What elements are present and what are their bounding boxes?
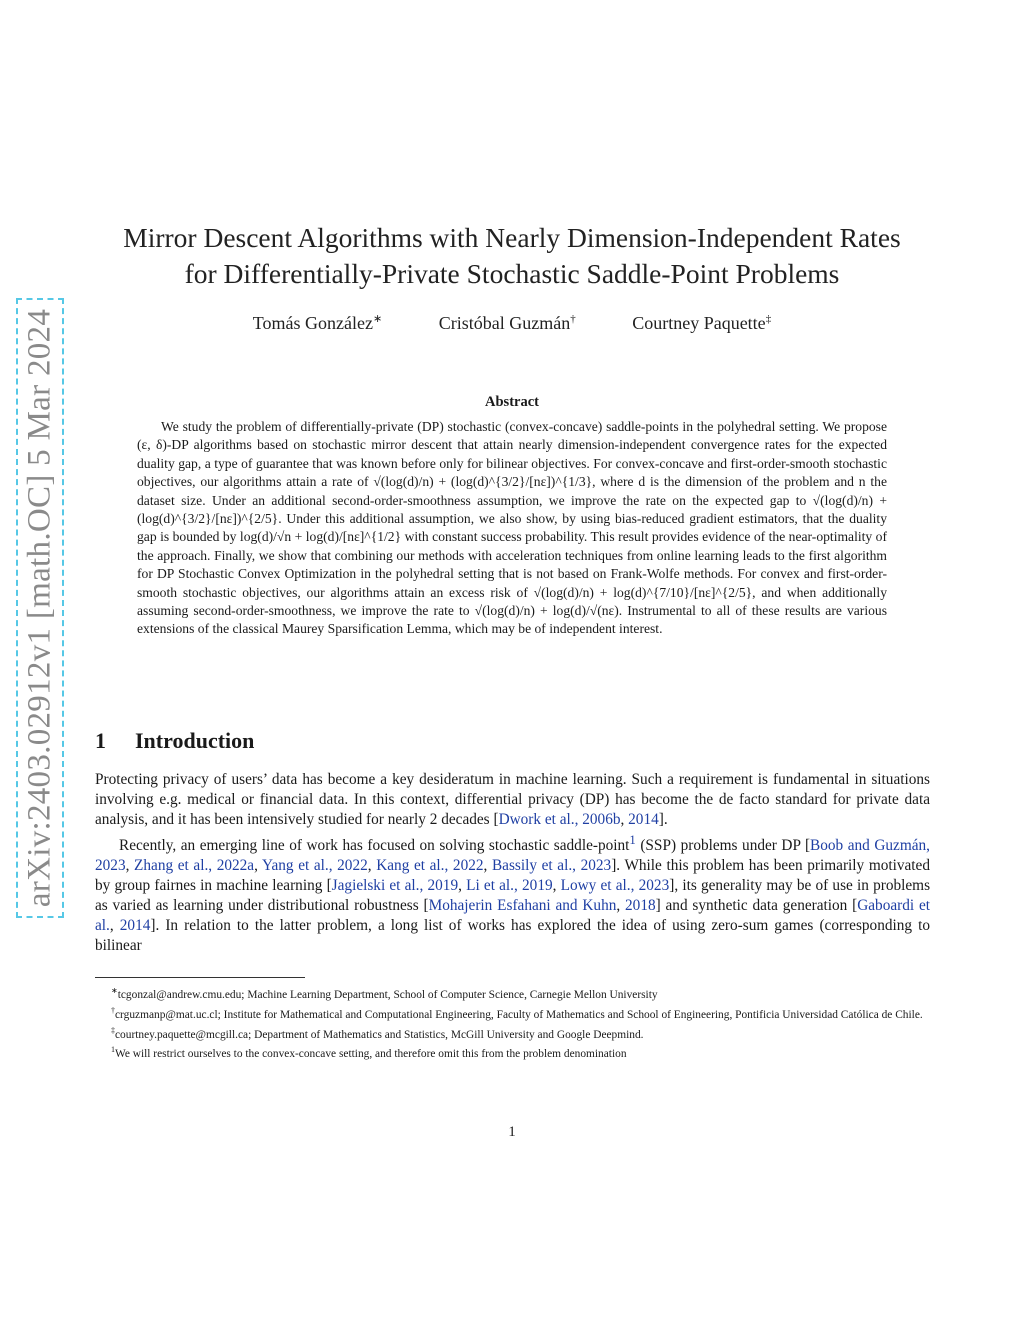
citation-link[interactable]: Gaboardi et al. [95,897,930,935]
citation-link[interactable]: Lowy et al., 2023 [560,877,670,895]
footnote-divider [95,977,305,978]
citation-link[interactable]: Li et al., 2019 [466,877,553,895]
author-list [90,312,934,334]
citation-link[interactable]: 2014 [628,811,659,828]
arxiv-id-text: arXiv:2403.02912v1 [math.OC] 5 Mar 2024 [21,308,58,908]
abstract-body: We study the problem of differentially-private (DP) stochastic (convex-concave) saddle-points in the polyhedral setting. We propose (ε, δ)-DP algorithms based on stochastic mirror descent that attain nearly dimension-independent convergence rates for the expected duality gap, a type of guarantee that was known before only for bilinear objectives. For convex-concave and first-order-smooth stochastic objectives, our algorithms attain a rate of √(log(d)/n) + (log(d)^{3/2}/[nε])^{1/3}, where d is the dimension of the problem and n the dataset size. Under an additional second-order-smoothness assumption, we improve the rate on the expected gap to √(log(d)/n) + (log(d)^{3/2}/[nε])^{2/5}. Under this additional assumption, we also show, by using bias-reduced gradient estimators, that the duality gap is bounded by log(d)/√n + log(d)/[nε]^{1/2} with constant success probability. This result provides evidence of the near-optimality of the approach. Finally, we show that combining our methods with acceleration techniques from online learning leads to the first algorithm for DP Stochastic Convex Optimization in the polyhedral setting that is not based on Frank-Wolfe methods. For convex and first-order-smooth stochastic objectives, our algorithms attain an excess risk of √(log(d)/n) + log(d)^{7/10}/[nε]^{2/5}, and when additionally assuming second-order-smoothness, we improve the rate to √(log(d)/n) + log(d)/√(nε). Instrumental to all of these results are various extensions of the classical Maurey Sparsification Lemma, which may be of independent interest. [137,419,887,637]
section-heading [95,728,254,754]
citation-link[interactable]: Kang et al., 2022 [376,857,484,875]
title-line-1: Mirror Descent Algorithms with Nearly Dimension-Independent Rates [123,222,901,253]
author-gonzalez: Tomás González∗ [252,313,383,333]
section-number: 1 [95,728,106,753]
citation-link[interactable]: Jagielski et al., 2019 [331,877,459,895]
footnote-3: ‡courtney.paquette@mcgill.ca; Department of Mathematics and Statistics, McGill University and Google Deepmind. [111,1025,644,1041]
paper-title [90,220,934,292]
citation-link[interactable]: 2014 [119,917,151,935]
section-title: Introduction [135,728,255,753]
arxiv-watermark [16,298,64,918]
footnotes [95,983,930,1062]
citation-link[interactable]: Zhang et al., 2022a [134,857,255,875]
author-paquette: Courtney Paquette‡ [632,313,772,333]
citation-link[interactable]: Boob and Guzmán, 2023 [95,837,931,875]
abstract-heading: Abstract [485,394,539,410]
intro-paragraph-1: Protecting privacy of users’ data has become a key desideratum in machine learning. Such a requirement is fundamental in situations involving e.g. medical or financial data. In this context, differential privacy (DP) has become the de facto standard for private data analysis, and it has been intensively studied for nearly 2 decades [Dwork et al., 2006b, 2014]. [95,771,930,828]
intro-paragraph-2: Recently, an emerging line of work has focused on solving stochastic saddle-point$^1$ (SSP) problems under DP [Boob and Guzmán, 2023, Zhang et al., 2022a, Yang et al., 2022, Kang et al., 2022, Bassily et al., 2023]. While this problem has been primarily motivated by group fairnes in machine learning [Jagielski et al., 2019, Li et al., 2019, Lowy et al., 2023], its generality may be of use in problems as varied as learning under distributional robustness [Mohajerin Esfahani and Kuhn, 2018] and synthetic data generation [Gaboardi et al., 2014]. In relation to the latter problem, a long list of works has explored the idea of using zero-sum games (corresponding to bilinear [95,833,931,955]
footnote-ref[interactable]: 1 [629,833,636,847]
footnote-2: †crguzmanp@mat.uc.cl; Institute for Mathematical and Computational Engineering, Faculty of Mathematics and School of Engineering, Pontificia Universidad Católica de Chile. [111,1005,923,1021]
citation-link[interactable]: Yang et al., 2022 [261,857,368,875]
title-line-2: for Differentially-Private Stochastic Saddle-Point Problems [184,258,840,289]
page-number: 1 [508,1124,516,1140]
footnote-4: $^1$We will restrict ourselves to the convex-concave setting, and therefore omit this from the problem denomination [111,1045,627,1061]
citation-link[interactable]: Bassily et al., 2023 [491,857,612,875]
introduction-body [95,770,930,956]
author-guzman: Cristóbal Guzmán† [438,313,576,333]
citation-link[interactable]: Dwork et al., 2006b [498,811,621,828]
citation-link[interactable]: 2018 [625,897,656,915]
footnote-1: ∗tcgonzal@andrew.cmu.edu; Machine Learning Department, School of Computer Science, Carnegie Mellon University [111,986,658,1001]
citation-link[interactable]: Mohajerin Esfahani and Kuhn [428,897,617,915]
